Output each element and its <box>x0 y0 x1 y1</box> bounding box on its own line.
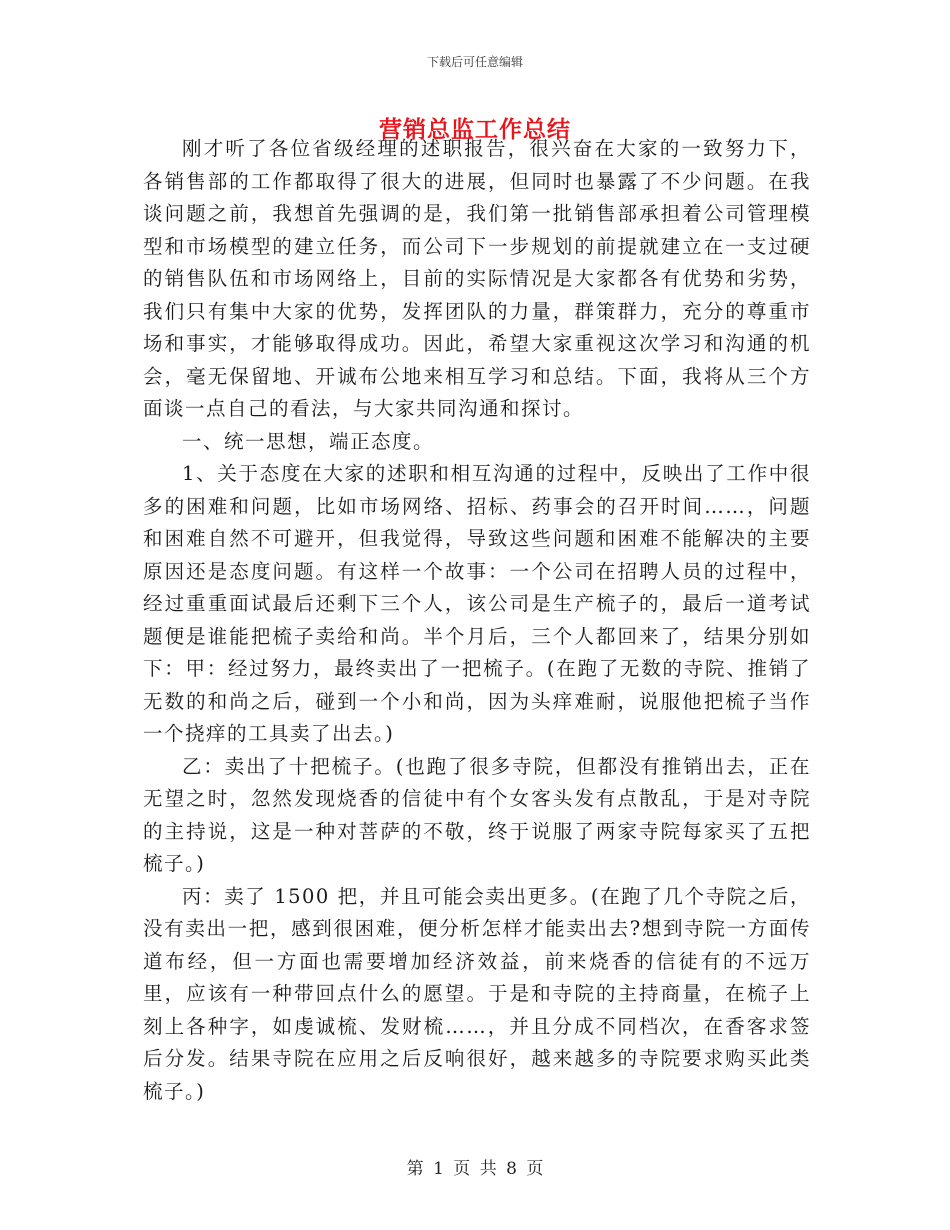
page-header-note: 下载后可任意编辑 <box>426 55 523 69</box>
paragraph-candidate-c: 丙：卖了 1500 把，并且可能会卖出更多。(在跑了几个寺院之后，没有卖出一把，感到很困难，便分析怎样才能卖出去?想到寺院一方面传道布经，但一方面也需要增加经济效益，前来烧香的信徒有的不远万里，应该有一种带回点什么的愿望。于是和寺院的主持商量，在梳子上刻上各种字，如虔诚梳、发财梳……，并且分成不同档次，在香客求签后分发。结果寺院在应用之后反响很好，越来越多的寺院要求购买此类梳子。) <box>143 884 811 1103</box>
paragraph-intro: 刚才听了各位省级经理的述职报告，很兴奋在大家的一致努力下，各销售部的工作都取得了很大的进展，但同时也暴露了不少问题。在我谈问题之前，我想首先强调的是，我们第一批销售部承担着公司管理模型和市场模型的建立任务，而公司下一步规划的前提就建立在一支过硬的销售队伍和市场网络上，目前的实际情况是大家都各有优势和劣势，我们只有集中大家的优势，发挥团队的力量，群策群力，充分的尊重市场和事实，才能够取得成功。因此，希望大家重视这次学习和沟通的机会，毫无保留地、开诚布公地来相互学习和总结。下面，我将从三个方面谈一点自己的看法，与大家共同沟通和探讨。 <box>143 137 811 420</box>
document-body <box>143 133 811 1108</box>
document-title: 营销总监工作总结 <box>379 116 571 143</box>
paragraph-attitude: 1、关于态度在大家的述职和相互沟通的过程中，反映出了工作中很多的困难和问题，比如市场网络、招标、药事会的召开时间……，问题和困难自然不可避开，但我觉得，导致这些问题和困难不能解决的主要原因还是态度问题。有这样一个故事：一个公司在招聘人员的过程中，经过重重面试最后还剩下三个人，该公司是生产梳子的，最后一道考试题便是谁能把梳子卖给和尚。半个月后，三个人都回来了，结果分别如下：甲：经过努力，最终卖出了一把梳子。(在跑了无数的寺院、推销了无数的和尚之后，碰到一个小和尚，因为头痒难耐，说服他把梳子当作一个挠痒的工具卖了出去。) <box>143 462 811 745</box>
paragraph-section-heading: 一、统一思想，端正态度。 <box>182 429 435 453</box>
page-number-footer: 第 1 页 共 8 页 <box>406 1159 544 1179</box>
paragraph-candidate-b: 乙：卖出了十把梳子。(也跑了很多寺院，但都没有推销出去，正在无望之时，忽然发现烧香的信徒中有个女客头发有点散乱，于是对寺院的主持说，这是一种对菩萨的不敬，终于说服了两家寺院每家买了五把梳子。) <box>143 754 811 875</box>
